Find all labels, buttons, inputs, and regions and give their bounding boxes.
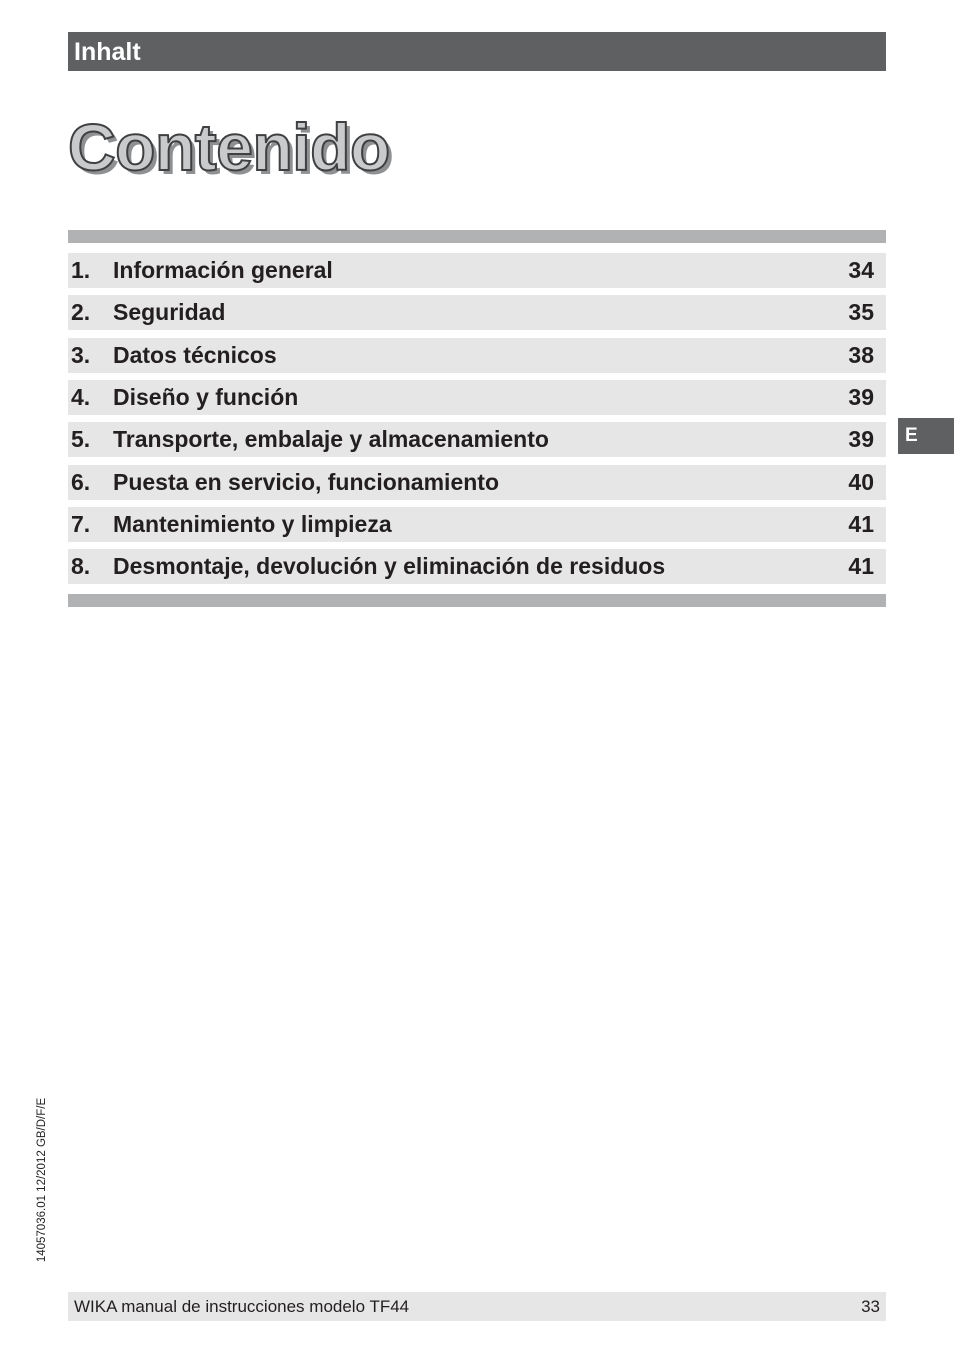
footer-text: WIKA manual de instrucciones modelo TF44	[74, 1297, 410, 1316]
language-tab	[898, 418, 954, 454]
toc-number: 2.	[71, 299, 91, 325]
toc-number: 6.	[71, 469, 91, 495]
toc-row[interactable]	[68, 422, 886, 457]
toc-row[interactable]	[68, 253, 886, 288]
footer-page-number: 33	[861, 1297, 880, 1316]
toc-label: Seguridad	[113, 299, 226, 325]
toc-page: 41	[848, 511, 874, 537]
toc-number: 3.	[71, 342, 91, 368]
toc-label: Datos técnicos	[113, 342, 277, 368]
toc-page: 39	[848, 426, 874, 452]
toc-row[interactable]	[68, 338, 886, 373]
toc-label: Desmontaje, devolución y eliminación de residuos	[113, 553, 666, 579]
document-code: 14057036.01 12/2012 GB/D/F/E	[36, 1097, 48, 1263]
toc-page: 41	[848, 553, 874, 579]
toc-label: Mantenimiento y limpieza	[113, 511, 392, 537]
toc-label: Información general	[113, 257, 333, 283]
toc-row[interactable]	[68, 295, 886, 330]
toc-row[interactable]	[68, 507, 886, 542]
toc-page: 34	[848, 257, 874, 283]
toc-page: 40	[848, 469, 874, 495]
toc-number: 8.	[71, 553, 91, 579]
toc-row[interactable]	[68, 549, 886, 584]
toc-number: 7.	[71, 511, 91, 537]
toc-bottom-rule	[68, 594, 886, 607]
toc-row[interactable]	[68, 465, 886, 500]
toc-page: 39	[848, 384, 874, 410]
toc-top-rule	[68, 230, 886, 243]
section-header	[68, 32, 886, 71]
section-header-label: Inhalt	[74, 38, 141, 66]
toc-row[interactable]	[68, 380, 886, 415]
page-footer	[68, 1292, 886, 1321]
language-tab-label: E	[905, 425, 918, 446]
toc-label: Diseño y función	[113, 384, 299, 410]
toc-label: Puesta en servicio, funcionamiento	[113, 469, 499, 495]
page-title: Contenido	[68, 110, 390, 184]
toc-number: 1.	[71, 257, 91, 283]
toc-number: 4.	[71, 384, 91, 410]
toc-number: 5.	[71, 426, 91, 452]
toc-label: Transporte, embalaje y almacenamiento	[113, 426, 549, 452]
toc-page: 38	[848, 342, 874, 368]
toc-page: 35	[848, 299, 874, 325]
